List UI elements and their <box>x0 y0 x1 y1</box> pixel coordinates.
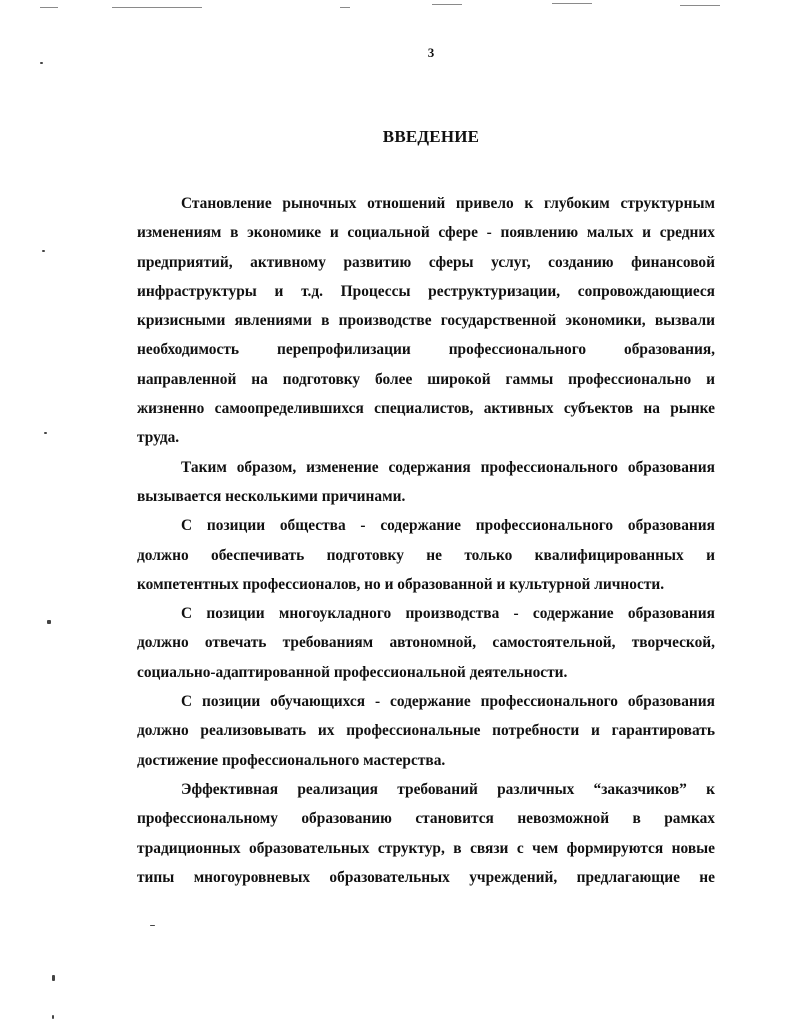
text-line: социально-адаптированной профессиональной деятельности. <box>137 663 568 681</box>
scan-speck <box>42 250 45 252</box>
scan-artifact-top-right <box>680 5 720 6</box>
text-line: должно отвечать требованиям автономной, самостоятельной, творческой, <box>137 634 715 652</box>
scan-speck <box>44 432 47 434</box>
scan-speck <box>40 62 43 64</box>
scan-artifact-top <box>432 4 462 5</box>
text-line: изменениям в экономике и социальной сфере - появлению малых и средних <box>137 224 715 242</box>
text-line: достижение профессионального мастерства. <box>137 751 446 769</box>
text-line: Эффективная реализация требований различных “заказчиков” к <box>181 780 715 798</box>
page-number: 3 <box>427 45 435 60</box>
text-line: труда. <box>137 429 180 447</box>
text-line: типы многоуровневых образовательных учреждений, предлагающие не <box>137 868 715 886</box>
text-line: предприятий, активному развитию сферы услуг, созданию финансовой <box>137 253 715 271</box>
page-title: ВВЕДЕНИЕ <box>382 127 480 146</box>
scan-artifact-top <box>552 3 592 4</box>
scan-speck <box>52 1015 54 1019</box>
text-line: профессиональному образованию становится невозможной в рамках <box>137 810 715 828</box>
text-line: направленной на подготовку более широкой гаммы профессионально и <box>137 370 715 388</box>
scan-artifact-top-left <box>40 7 58 8</box>
scan-speck <box>52 975 55 981</box>
text-line: Таким образом, изменение содержания профессионального образования <box>181 458 715 476</box>
text-line: вызывается несколькими причинами. <box>137 487 406 505</box>
text-line: инфраструктуры и т.д. Процессы реструктуризации, сопровождающиеся <box>137 282 715 300</box>
scan-artifact-top <box>340 7 350 8</box>
scan-speck <box>47 620 51 624</box>
text-line: должно реализовывать их профессиональные потребности и гарантировать <box>137 722 715 740</box>
text-line: С позиции многоукладного производства - содержание образования <box>181 605 715 623</box>
text-line: кризисными явлениями в производстве государственной экономики, вызвали <box>137 312 715 330</box>
text-line: жизненно самоопределившихся специалистов, активных субъектов на рынке <box>137 400 715 418</box>
scan-speck <box>150 925 155 926</box>
text-line: компетентных профессионалов, но и образованной и культурной личности. <box>137 575 665 593</box>
text-line: традиционных образовательных структур, в связи с чем формируются новые <box>137 839 715 857</box>
text-line: С позиции обучающихся - содержание профессионального образования <box>181 693 715 711</box>
text-line: необходимость перепрофилизации профессионального образования, <box>137 341 715 359</box>
document-body <box>137 189 715 892</box>
text-line: Становление рыночных отношений привело к глубоким структурным <box>181 195 715 212</box>
text-line: С позиции общества - содержание профессионального образования <box>181 517 715 535</box>
text-line: должно обеспечивать подготовку не только квалифицированных и <box>137 546 715 564</box>
scan-artifact-top <box>112 7 202 8</box>
